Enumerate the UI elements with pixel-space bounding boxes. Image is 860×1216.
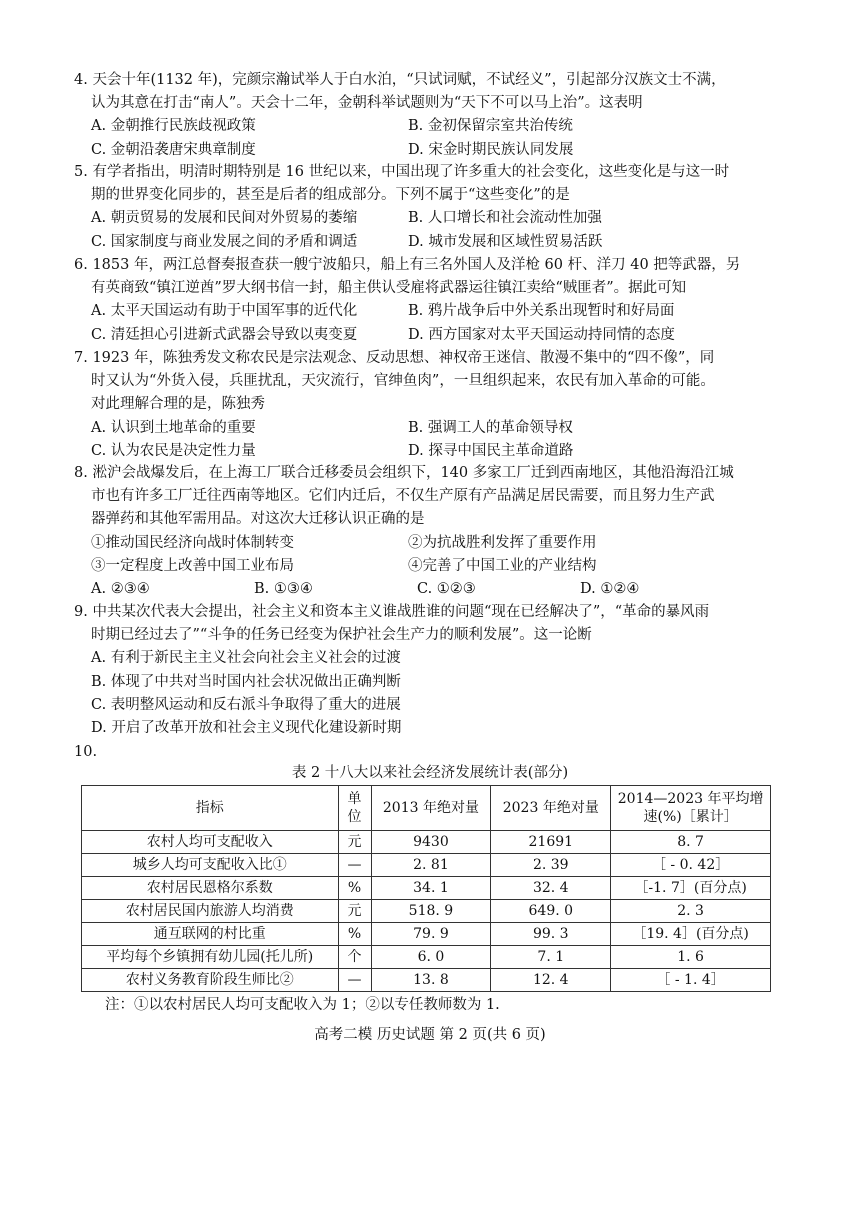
question-stem-line: 有英商致“镇江逆酋”罗大纲书信一封，船主供认受雇将武器运往镇江卖给“贼匪者”。据此可知 [91, 280, 687, 297]
cell-unit: — [338, 969, 371, 992]
question-stem-line: 器弹药和其他军需用品。对这次大迁移认识正确的是 [91, 511, 425, 528]
table-row [82, 969, 771, 992]
option-c: C. 认为农民是决定性力量 [91, 442, 256, 459]
table-row [82, 831, 771, 854]
cell-indicator: 城乡人均可支配收入比① [82, 854, 339, 877]
cell-unit: 元 [338, 900, 371, 923]
cell-unit: 个 [338, 946, 371, 969]
question-stem-line: 市也有许多工厂迁往西南等地区。它们内迁后，不仅生产原有产品满足居民需要，而且努力生产武 [91, 488, 715, 505]
option-b: B. ①③④ [254, 580, 313, 597]
question-9 [74, 601, 794, 740]
question-5 [74, 161, 794, 254]
statement-2: ②为抗战胜利发挥了重要作用 [408, 534, 597, 551]
cell-2013: 6. 0 [371, 946, 491, 969]
question-stem-line: 认为其意在打击“南人”。天会十二年，金朝科举试题则为“天下不可以马上治”。这表明 [91, 95, 643, 112]
cell-2023: 649. 0 [491, 900, 611, 923]
option-c: C. 国家制度与商业发展之间的矛盾和调适 [91, 233, 358, 250]
question-stem-line: 7. 1923 年，陈独秀发文称农民是宗法观念、反动思想、神权帝王迷信、散漫不集中的“四不像”，同 [74, 350, 715, 366]
option-b: B. 金初保留宗室共治传统 [408, 118, 573, 135]
question-8 [74, 462, 794, 601]
table-row [82, 854, 771, 877]
statement-1: ①推动国民经济向战时体制转变 [91, 534, 294, 551]
cell-2013: 13. 8 [371, 969, 491, 992]
option-b: B. 体现了中共对当时国内社会状况做出正确判断 [91, 673, 401, 690]
table-row [82, 946, 771, 969]
question-stem-line: 对此理解合理的是，陈独秀 [91, 396, 265, 413]
option-d: D. 开启了改革开放和社会主义现代化建设新时期 [91, 719, 402, 736]
cell-2023: 2. 39 [491, 854, 611, 877]
cell-indicator: 通互联网的村比重 [82, 923, 339, 946]
page-footer: 高考二模 历史试题 第 2 页(共 6 页) [314, 1027, 546, 1043]
option-d: D. 探寻中国民主革命道路 [408, 442, 574, 459]
cell-growth: 1. 6 [611, 946, 771, 969]
cell-unit: — [338, 854, 371, 877]
question-stem-line: 8. 淞沪会战爆发后，在上海工厂联合迁移委员会组织下，140 多家工厂迁到西南地区，其他沿海沿江城 [74, 465, 734, 481]
cell-indicator: 农村居民恩格尔系数 [82, 877, 339, 900]
question-stem-line: 9. 中共某次代表大会提出，社会主义和资本主义谁战胜谁的问题“现在已经解决了”，“革命的暴风雨 [74, 604, 710, 620]
option-c: C. 金朝沿袭唐宋典章制度 [91, 141, 256, 158]
statistics-table [81, 785, 771, 992]
header-indicator: 指标 [82, 786, 339, 831]
question-stem-line: 4. 天会十年(1132 年)，完颜宗瀚试举人于白水泊，“只试词赋，不试经义”，引起部分汉族文士不满， [74, 72, 726, 88]
table-caption: 表 2 十八大以来社会经济发展统计表(部分) [291, 765, 569, 781]
cell-growth: 8. 7 [611, 831, 771, 854]
cell-2013: 518. 9 [371, 900, 491, 923]
option-b: B. 鸦片战争后中外关系出现暂时和好局面 [408, 303, 675, 320]
option-c: C. 表明整风运动和反右派斗争取得了重大的进展 [91, 696, 401, 713]
option-a: A. 有利于新民主主义社会向社会主义社会的过渡 [91, 650, 401, 667]
table-row [82, 923, 771, 946]
cell-2013: 9430 [371, 831, 491, 854]
question-stem-line: 6. 1853 年，两江总督奏报查获一艘宁波船只，船上有三名外国人及洋枪 60 杆、洋刀 40 把等武器，另 [74, 257, 741, 273]
cell-growth: ［ - 1. 4］ [611, 969, 771, 992]
header-growth-line2: 速(%)［累计］ [643, 809, 738, 825]
cell-indicator: 农村居民国内旅游人均消费 [82, 900, 339, 923]
cell-growth: ［19. 4］(百分点) [611, 923, 771, 946]
cell-2023: 21691 [491, 831, 611, 854]
cell-2023: 7. 1 [491, 946, 611, 969]
question-6 [74, 254, 794, 347]
cell-growth: 2. 3 [611, 900, 771, 923]
cell-2013: 34. 1 [371, 877, 491, 900]
cell-indicator: 农村义务教育阶段生师比② [82, 969, 339, 992]
question-10 [74, 741, 794, 764]
statement-4: ④完善了中国工业的产业结构 [408, 557, 597, 574]
cell-indicator: 农村人均可支配收入 [82, 831, 339, 854]
option-a: A. 朝贡贸易的发展和民间对外贸易的萎缩 [91, 210, 358, 227]
cell-unit: % [338, 923, 371, 946]
option-a: A. 太平天国运动有助于中国军事的近代化 [91, 303, 358, 320]
option-a: A. 认识到土地革命的重要 [91, 419, 256, 436]
table-row [82, 877, 771, 900]
table-note: 注：①以农村居民人均可支配收入为 1；②以专任教师数为 1. [105, 997, 500, 1013]
cell-unit: 元 [338, 831, 371, 854]
header-2023: 2023 年绝对量 [491, 786, 611, 831]
option-a: A. 金朝推行民族歧视政策 [91, 118, 256, 135]
option-c: C. ①②③ [417, 580, 476, 597]
header-2013: 2013 年绝对量 [371, 786, 491, 831]
table-row [82, 900, 771, 923]
question-stem-line: 时期已经过去了”“斗争的任务已经变为保护社会生产力的顺利发展”。这一论断 [91, 627, 592, 644]
cell-2023: 32. 4 [491, 877, 611, 900]
option-b: B. 强调工人的革命领导权 [408, 419, 573, 436]
option-a: A. ②③④ [91, 580, 150, 597]
question-7 [74, 347, 794, 463]
option-b: B. 人口增长和社会流动性加强 [408, 210, 602, 227]
cell-2023: 99. 3 [491, 923, 611, 946]
option-d: D. 城市发展和区域性贸易活跃 [408, 233, 603, 250]
question-4 [74, 69, 794, 162]
cell-2023: 12. 4 [491, 969, 611, 992]
cell-indicator: 平均每个乡镇拥有幼儿园(托儿所) [82, 946, 339, 969]
option-d: D. 西方国家对太平天国运动持同情的态度 [408, 326, 675, 343]
option-c: C. 清廷担心引进新式武器会导致以夷变夏 [91, 326, 358, 343]
question-stem-line: 5. 有学者指出，明清时期特别是 16 世纪以来，中国出现了许多重大的社会变化，这些变化是与这一时 [74, 164, 730, 180]
question-stem-line: 期的世界变化同步的，甚至是后者的组成部分。下列不属于“这些变化”的是 [91, 187, 570, 204]
cell-unit: % [338, 877, 371, 900]
question-number: 10. [74, 744, 98, 760]
header-unit: 单位 [338, 786, 371, 831]
statement-3: ③一定程度上改善中国工业布局 [91, 557, 294, 574]
option-d: D. 宋金时期民族认同发展 [408, 141, 574, 158]
option-d: D. ①②④ [580, 580, 640, 597]
cell-2013: 79. 9 [371, 923, 491, 946]
header-growth [611, 786, 771, 831]
cell-growth: ［-1. 7］(百分点) [611, 877, 771, 900]
cell-2013: 2. 81 [371, 854, 491, 877]
cell-growth: ［ - 0. 42］ [611, 854, 771, 877]
header-growth-line1: 2014—2023 年平均增 [617, 791, 764, 807]
table-header-row [82, 786, 771, 831]
question-stem-line: 时又认为“外货入侵，兵匪扰乱，天灾流行，官绅鱼肉”，一旦组织起来，农民有加入革命的可能。 [91, 373, 715, 390]
